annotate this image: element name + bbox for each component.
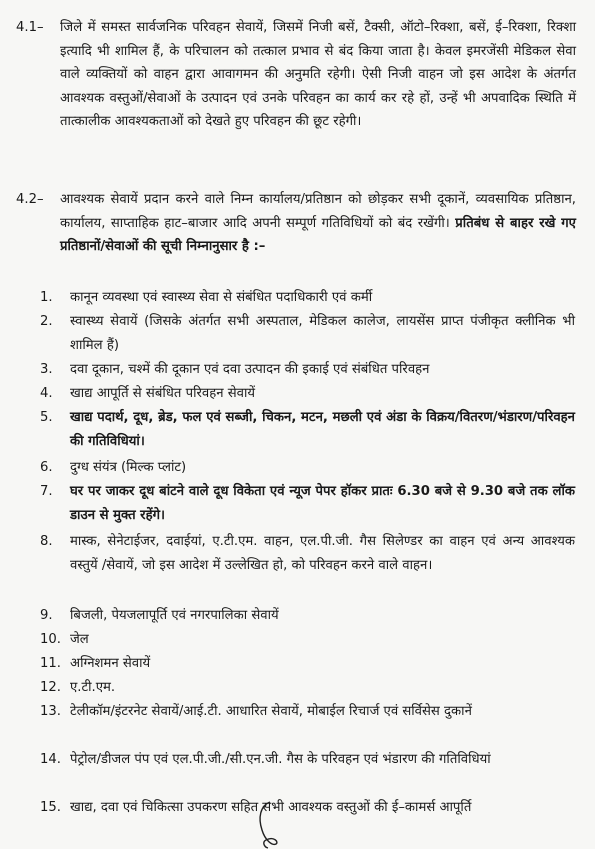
section-4-1 [16,16,576,134]
section-4-2 [16,188,576,259]
item-number: 10. [40,632,61,647]
section-number: 4.1– [16,20,44,35]
item-number: 6. [40,460,53,475]
item-number: 15. [40,800,61,815]
section-text: जिले में समस्त सार्वजनिक परिवहन सेवायें, जिसमें निजी बसें, टैक्सी, ऑटो–रिक्शा, बसें, ई–रिक्शा, रिक्शा इत्यादि भी शामिल हैं, के परिचालन को तत्काल प्रभाव से बंद किया जाता है। केवल इमरजेंसी मेडिकल सेवा वाले व्यक्तियों को वाहन द्वारा आवागमन की अनुमति रहेगी। ऐसी निजी वाहन जो इस आदेश के अंतर्गत आवश्यक वस्तुओं/सेवाओं के उत्पादन एवं उनके परिवहन का कार्य कर रहे हों, उन्हें भी अपवादिक स्थिति में तात्कालीक आवश्यकताओं को देखते हुए परिवहन की छूट रहेगी। [60,20,576,130]
item-text: अग्निशमन सेवायें [70,656,151,671]
item-number: 5. [40,410,53,425]
item-text: दुग्ध संयंत्र (मिल्क प्लांट) [70,460,187,475]
item-number: 9. [40,608,53,623]
item-text: मास्क, सेनेटाईजर, दवाईयां, ए.टी.एम. वाहन, एल.पी.जी. गैस सिलेण्डर का वाहन एवं अन्य आवश्यक वस्तुयें /सेवायें, जो इस आदेश में उल्लेखित हो, को परिवहन करने वाले वाहन। [70,534,575,573]
item-text: बिजली, पेयजलापूर्ति एवं नगरपालिका सेवायें [70,608,279,623]
item-number: 2. [40,314,53,329]
item-number: 3. [40,362,53,377]
item-number: 12. [40,680,61,695]
item-number: 7. [40,484,53,499]
item-number: 11. [40,656,61,671]
item-text: ए.टी.एम. [70,680,116,695]
item-text: जेल [70,632,89,647]
section-number: 4.2– [16,192,44,207]
section-list-heading: प्रतिबंध से बाहर रखे गए प्रतिष्ठानों/सेवाओं की सूची निम्नानुसार है :– [60,215,576,255]
section-text: आवश्यक सेवायें प्रदान करने वाले निम्न कार्यालय/प्रतिष्ठान को छोड़कर सभी दूकानें, व्यवसायिक प्रतिष्ठान, कार्यालय, साप्ताहिक हाट–बाजार आदि अपनी सम्पूर्ण गतिविधियों को बंद रखेंगी। [60,192,576,231]
item-text: कानून व्यवस्था एवं स्वास्थ्य सेवा से संबंधित पदाधिकारी एवं कर्मी [70,290,373,305]
item-text: दवा दूकान, चश्में की दूकान एवं दवा उत्पादन की इकाई एवं संबंधित परिवहन [70,362,430,377]
item-text: खाद्य पदार्थ, दूध, ब्रेड, फल एवं सब्जी, चिकन, मटन, मछली एवं अंडा के विक्रय/वितरण/भंडारण/परिवहन की गतिविधियां। [70,410,575,449]
item-number: 13. [40,704,61,719]
item-text: खाद्य आपूर्ति से संबंधित परिवहन सेवायें [70,386,256,401]
item-number: 8. [40,534,53,549]
item-text: घर पर जाकर दूध बांटने वाले दूध विकेता एवं न्यूज पेपर हॉकर प्रातः 6.30 बजे से 9.30 बजे तक लॉक डाउन से मुक्त रहेंगे। [70,484,575,523]
item-text: खाद्य, दवा एवं चिकित्सा उपकरण सहित सभी आवश्यक वस्तुओं की ई–कामर्स आपूर्ति [70,800,472,815]
item-text: पेट्रोल/डीजल पंप एवं एल.पी.जी./सी.एन.जी. गैस के परिवहन एवं भंडारण की गतिविधियां [70,752,491,767]
item-number: 4. [40,386,53,401]
item-text: टेलीकॉम/इंटरनेट सेवायें/आई.टी. आधारित सेवायें, मोबाईल रिचार्ज एवं सर्विसेस दुकानें [70,704,472,719]
handwritten-signature [252,800,292,849]
item-number: 14. [40,752,61,767]
item-text: स्वास्थ्य सेवायें (जिसके अंतर्गत सभी अस्पताल, मेडिकल कालेज, लायसेंस प्राप्त पंजीकृत क्लीनिक भी शामिल हैं) [70,314,575,353]
item-number: 1. [40,290,53,305]
